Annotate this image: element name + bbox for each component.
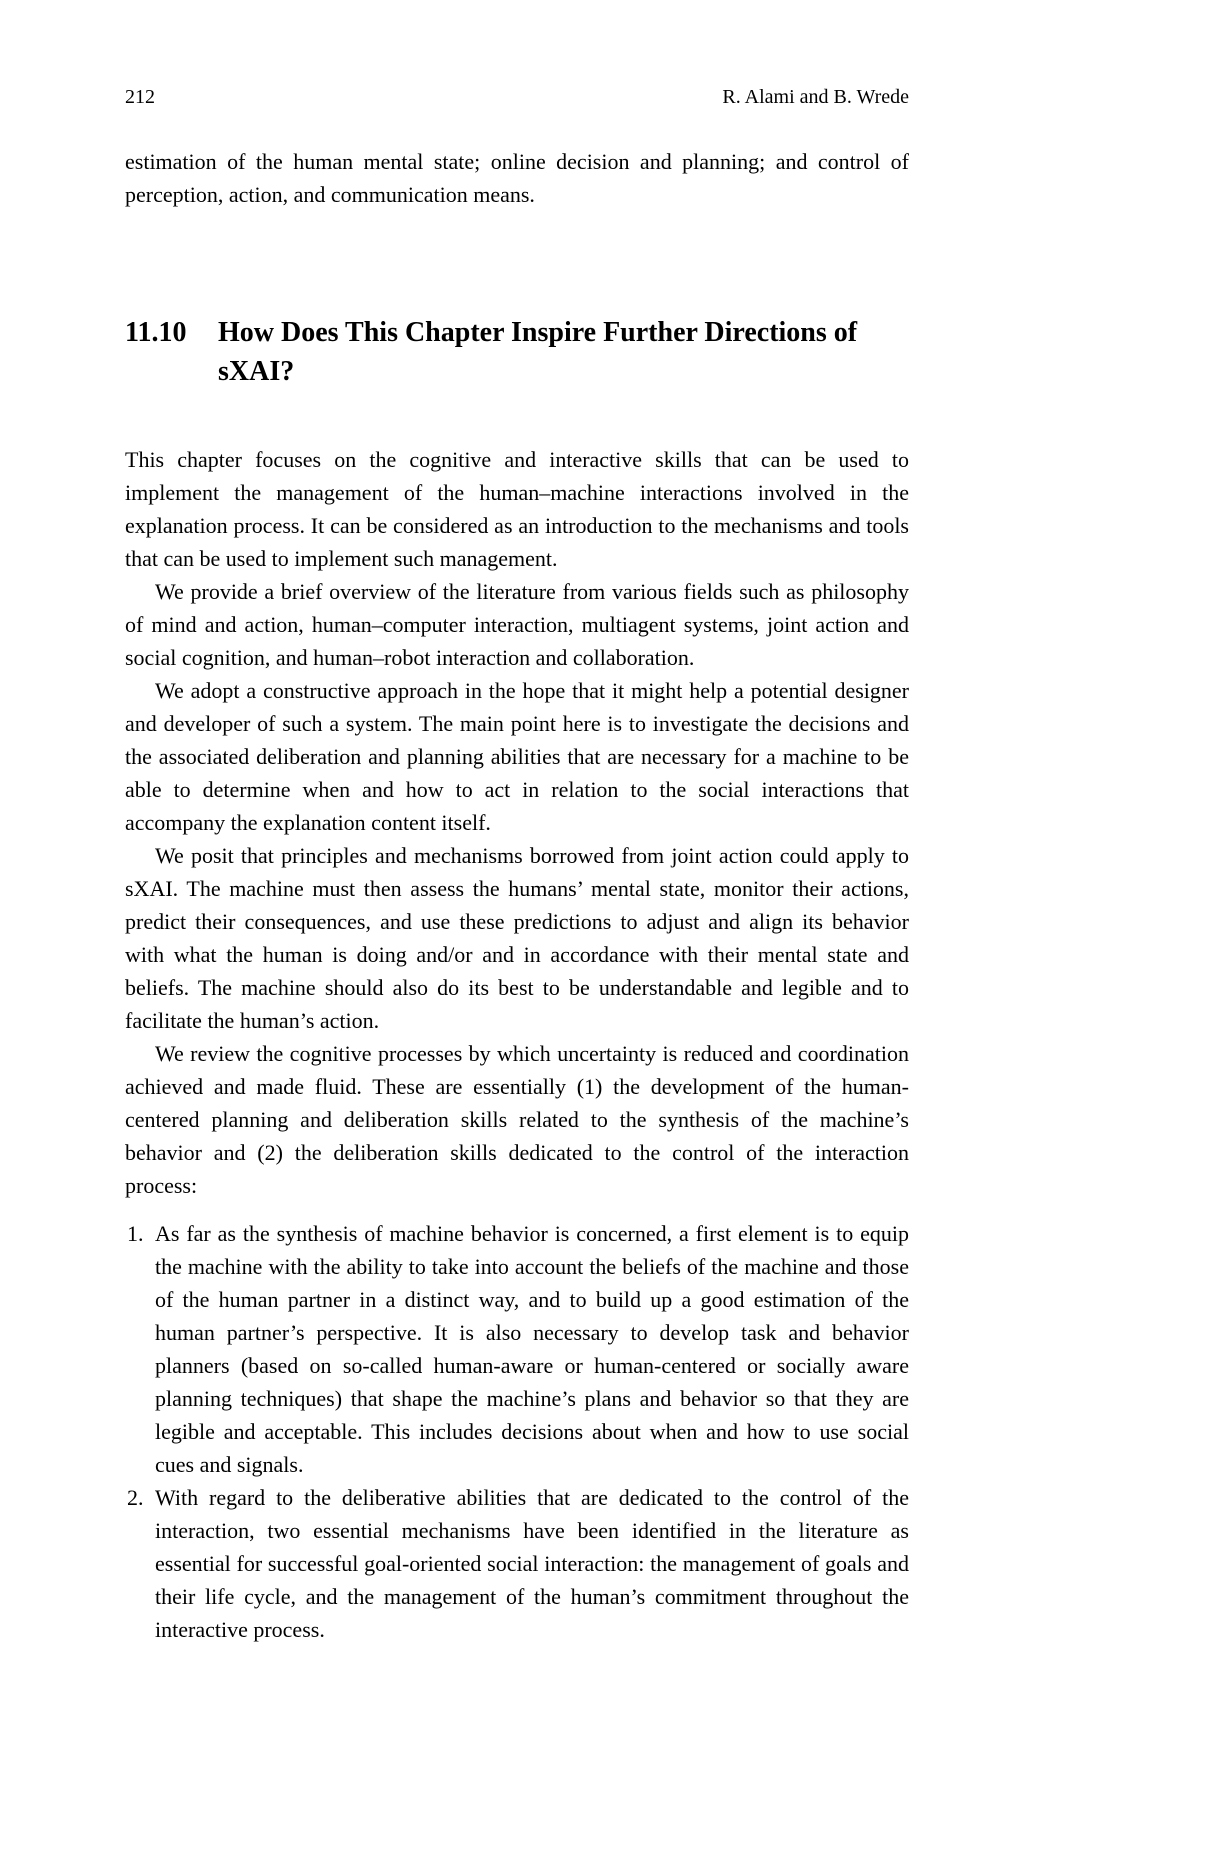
paragraph: We posit that principles and mechanisms borrowed from joint action could apply to sXAI. The machine must then assess the humans’ mental state, monitor their actions, predict their consequences, and use these predictions to adjust and align its behavior with what the human is doing and/or and in accordance with their mental state and beliefs. The machine should also do its best to be understandable and legible and to facilitate the human’s action. (125, 843, 909, 1033)
list-item-marker: 1. (127, 1221, 144, 1246)
paragraph: We provide a brief overview of the literature from various fields such as philosophy of mind and action, human–computer interaction, multiagent systems, joint action and social cognition, and human–robot interaction and collaboration. (125, 579, 909, 670)
section-title-line1: How Does This Chapter Inspire Further Directions of (218, 317, 858, 348)
list-item (125, 1481, 909, 1646)
running-header (125, 85, 909, 109)
paragraph: We adopt a constructive approach in the hope that it might help a potential designer and developer of such a system. The main point here is to investigate the decisions and the associated deliberation and planning abilities that are necessary for a machine to be able to determine when and how to act in relation to the social interactions that accompany the explanation content itself. (125, 678, 909, 835)
section-number: 11.10 (125, 317, 187, 348)
list-item-marker: 2. (127, 1485, 144, 1510)
numbered-list (125, 1217, 909, 1646)
paragraph: This chapter focuses on the cognitive and interactive skills that can be used to implement the management of the human–machine interactions involved in the explanation process. It can be considered as an introduction to the mechanisms and tools that can be used to implement such management. (125, 447, 909, 571)
paragraph: We review the cognitive processes by which uncertainty is reduced and coordination achieved and made fluid. These are essentially (1) the development of the human-centered planning and deliberation skills related to the synthesis of the machine’s behavior and (2) the deliberation skills dedicated to the control of the interaction process: (125, 1041, 909, 1198)
section-body (125, 443, 909, 1646)
list-item-text: As far as the synthesis of machine behavior is concerned, a first element is to equip the machine with the ability to take into account the beliefs of the machine and those of the human partner in a distinct way, and to build up a good estimation of the human partner’s perspective. It is also necessary to develop task and behavior planners (based on so-called human-aware or human-centered or socially aware planning techniques) that shape the machine’s plans and behavior so that they are legible and acceptable. This includes decisions about when and how to use social cues and signals. (155, 1221, 909, 1477)
list-item-text: With regard to the deliberative abilities that are dedicated to the control of the interaction, two essential mechanisms have been identified in the literature as essential for successful goal-oriented social interaction: the management of goals and their life cycle, and the management of the human’s commitment throughout the interactive process. (155, 1485, 909, 1642)
section-title-line2: sXAI? (218, 356, 295, 387)
text-block (125, 85, 909, 1646)
section-heading (125, 313, 909, 391)
intro-paragraph: estimation of the human mental state; online decision and planning; and control of perception, action, and communication means. (125, 149, 909, 207)
section-title (218, 313, 909, 391)
list-item (125, 1217, 909, 1481)
running-head-authors: R. Alami and B. Wrede (722, 86, 909, 108)
page-number: 212 (125, 86, 155, 108)
